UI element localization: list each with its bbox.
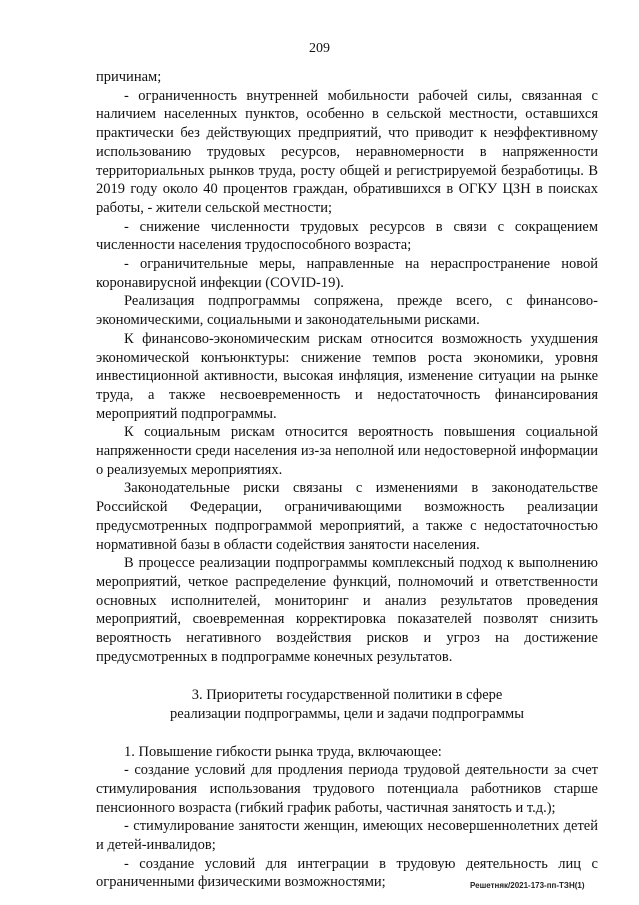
paragraph: - создание условий для продления периода трудовой деятельности за счет стимулирования использования трудового потенциала работников старше пенсионного возраста (гибкий график работы, частичная занятость и т.д.);: [96, 762, 598, 816]
paragraph: 1. Повышение гибкости рынка труда, включающее:: [124, 743, 442, 760]
paragraph: - стимулирование занятости женщин, имеющих несовершеннолетних детей и детей-инвалидов;: [96, 818, 598, 854]
document-body: [96, 68, 598, 892]
section-heading-line-2: реализации подпрограммы, цели и задачи подпрограммы: [170, 705, 524, 722]
paragraph: Законодательные риски связаны с изменениями в законодательстве Российской Федерации, ограничивающими возможность реализации предусмотренных подпрограммой мероприятий, а также с недостаточностью нормативной базы в области содействия занятости населения.: [96, 480, 598, 553]
section-heading: [96, 686, 598, 724]
paragraph: - создание условий для интеграции в трудовую деятельность лиц с ограниченными физическими возможностями;: [96, 855, 598, 891]
paragraph: К финансово-экономическим рискам относится возможность ухудшения экономической конъюнктуры: снижение темпов роста экономики, уровня инвестиционной активности, высокая инфляция, изменение ситуации на рынке труда, а также несвоевременность и недостаточность финансирования мероприятий подпрограммы.: [96, 330, 598, 422]
section-heading-line-1: 3. Приоритеты государственной политики в сфере: [191, 686, 503, 703]
page-number: 209: [309, 41, 330, 56]
footer-signature: Решетняк/2021-173-пп-ТЗН(1): [470, 881, 585, 890]
paragraph: К социальным рискам относится вероятность повышения социальной напряженности среди населения из-за неполной или недостоверной информации о реализуемых мероприятиях.: [96, 424, 598, 478]
paragraph: В процессе реализации подпрограммы комплексный подход к выполнению мероприятий, четкое распределение функций, полномочий и ответственности основных исполнителей, мониторинг и анализ результатов проведения мероприятий, своевременная корректировка показателей позволят снизить вероятность негативного воздействия рисков и угроз на достижение предусмотренных в подпрограмме конечных результатов.: [96, 555, 598, 665]
paragraph: Реализация подпрограммы сопряжена, прежде всего, с финансово-экономическими, социальными и законодательными рисками.: [96, 293, 598, 329]
paragraph: - ограничительные меры, направленные на нераспространение новой коронавирусной инфекции (COVID-19).: [96, 256, 598, 291]
paragraph: причинам;: [96, 69, 162, 85]
paragraph: - снижение численности трудовых ресурсов в связи с сокращением численности населения трудоспособного возраста;: [96, 218, 598, 254]
paragraph: - ограниченность внутренней мобильности рабочей силы, связанная с наличием населенных пунктов, особенно в сельской местности, оставшихся практически без действующих предприятий, что приводит к неэффективному использованию трудовых ресурсов, неравномерности в напряженности территориальных рынков труда, росту общей и регистрируемой безработицы. В 2019 году около 40 процентов граждан, обратившихся в ОГКУ ЦЗН в поисках работы, - жители сельской местности;: [96, 87, 598, 216]
